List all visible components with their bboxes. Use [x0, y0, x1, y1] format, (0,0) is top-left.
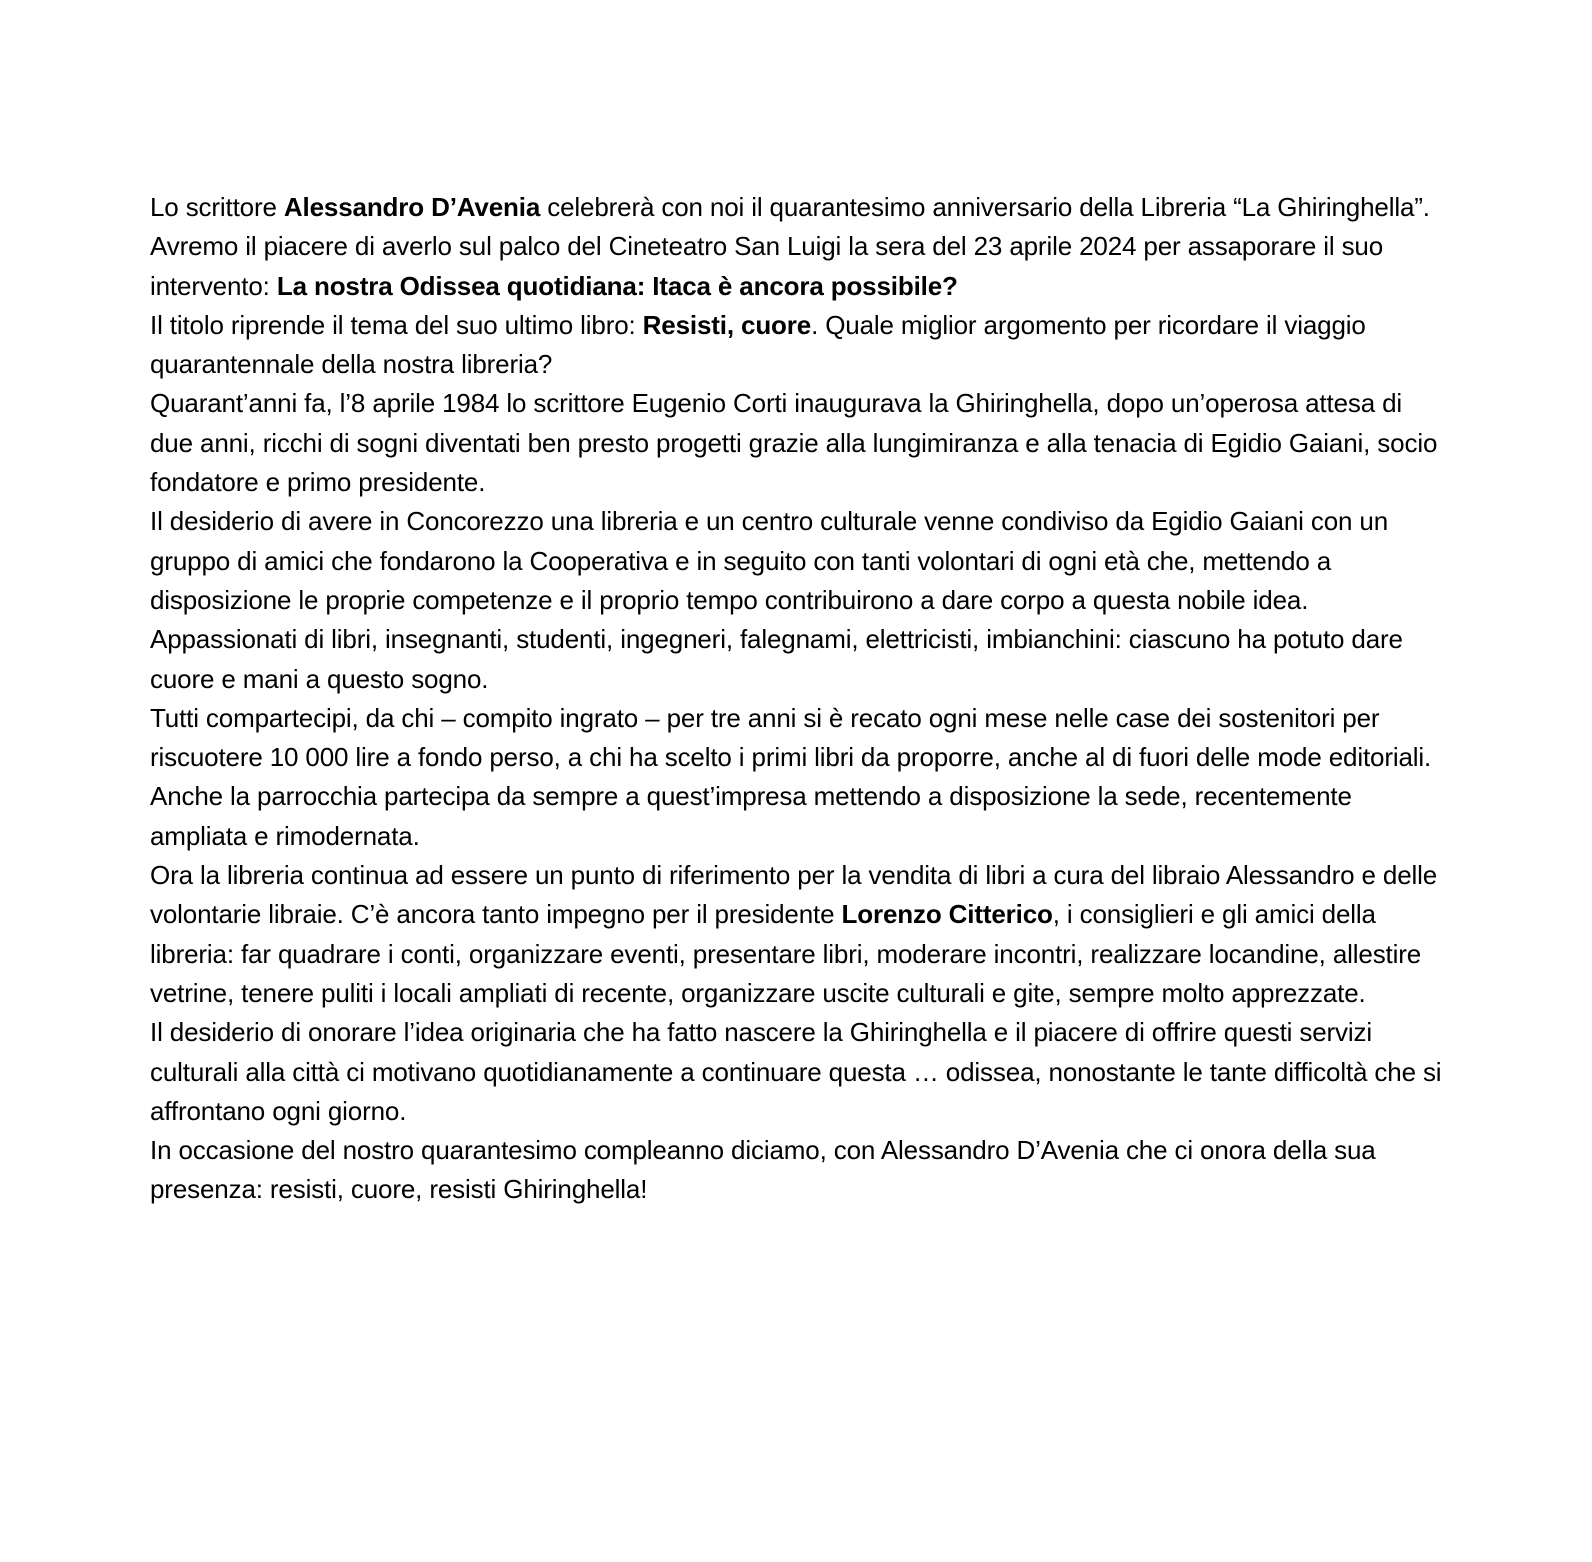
document-body [150, 188, 1450, 1210]
talk-title: La nostra Odissea quotidiana: Itaca è ancora possibile? [276, 270, 958, 301]
paragraph-closing [150, 1131, 1450, 1210]
paragraph-supporters [150, 699, 1450, 778]
paragraph-intro [150, 188, 1450, 227]
president-name: Lorenzo Citterico [841, 899, 1053, 930]
text-run: Il desiderio di onorare l’idea originaria che ha fatto nascere la Ghiringhella e il piacere di offrire questi servizi culturali alla città ci motivano quotidianamente a continuare questa … odissea, nonostante le tante difficoltà che si affrontano ogni giorno. [150, 1017, 1442, 1126]
text-run: In occasione del nostro quarantesimo compleanno diciamo, con Alessandro D’Avenia che ci onora della sua presenza: resisti, cuore, resisti Ghiringhella! [150, 1135, 1376, 1205]
text-run: Avremo il piacere di averlo sul palco del Cineteatro San Luigi la sera del 23 aprile 2024 per assaporare il suo intervento: [150, 231, 1384, 301]
paragraph-parish [150, 777, 1450, 856]
text-run: Tutti compartecipi, da chi – compito ingrato – per tre anni si è recato ogni mese nelle case dei sostenitori per riscuotere 10 000 lire a fondo perso, a chi ha scelto i primi libri da proporre, anche al di fuori delle mode editoriali. [150, 702, 1432, 773]
book-title: Resisti, cuore [642, 309, 812, 340]
paragraph-founding [150, 502, 1450, 698]
text-run: Anche la parrocchia partecipa da sempre a quest’impresa mettendo a disposizione la sede, recentemente ampliata e rimodernata. [150, 781, 1352, 851]
text-run: Il desiderio di avere in Concorezzo una libreria e un centro culturale venne condiviso da Egidio Gaiani con un gruppo di amici che fondarono la Cooperativa e in seguito con tanti volontari di ogni età che, mettendo a disposizione le proprie competenze e il proprio tempo contribuirono a dare corpo a questa nobile idea. Appassionati di libri, insegnanti, studenti, ingegneri, falegnami, elettricisti, imbianchini: ciascuno ha potuto dare cuore e mani a questo sogno. [150, 506, 1403, 694]
paragraph-book [150, 306, 1450, 385]
paragraph-present [150, 856, 1450, 1013]
text-run: , i consiglieri e gli amici della libreria: far quadrare i conti, organizzare eventi, presentare libri, moderare incontri, realizzare locandine, allestire vetrine, tenere puliti i locali ampliati di recente, organizzare uscite culturali e gite, sempre molto apprezzate. [150, 899, 1422, 1008]
text-run: Lo scrittore [150, 192, 284, 222]
author-name: Alessandro D’Avenia [283, 192, 541, 222]
text-run: Ora la libreria continua ad essere un punto di riferimento per la vendita di libri a cura del libraio Alessandro e delle volontarie libraie. C’è ancora tanto impegno per il presidente [150, 860, 1438, 930]
paragraph-event [150, 227, 1450, 306]
paragraph-motivation [150, 1013, 1450, 1131]
paragraph-history [150, 384, 1450, 502]
text-run: celebrerà con noi il quarantesimo anniversario della Libreria “La Ghiringhella”. [540, 192, 1430, 222]
text-run: Quarant’anni fa, l’8 aprile 1984 lo scrittore Eugenio Corti inaugurava la Ghiringhella, dopo un’operosa attesa di due anni, ricchi di sogni diventati ben presto progetti grazie alla lungimiranza e alla tenacia di Egidio Gaiani, socio fondatore e primo presidente. [150, 388, 1438, 498]
text-run: . Quale miglior argomento per ricordare il viaggio quarantennale della nostra libreria? [150, 309, 1366, 380]
text-run: Il titolo riprende il tema del suo ultimo libro: [150, 309, 643, 340]
